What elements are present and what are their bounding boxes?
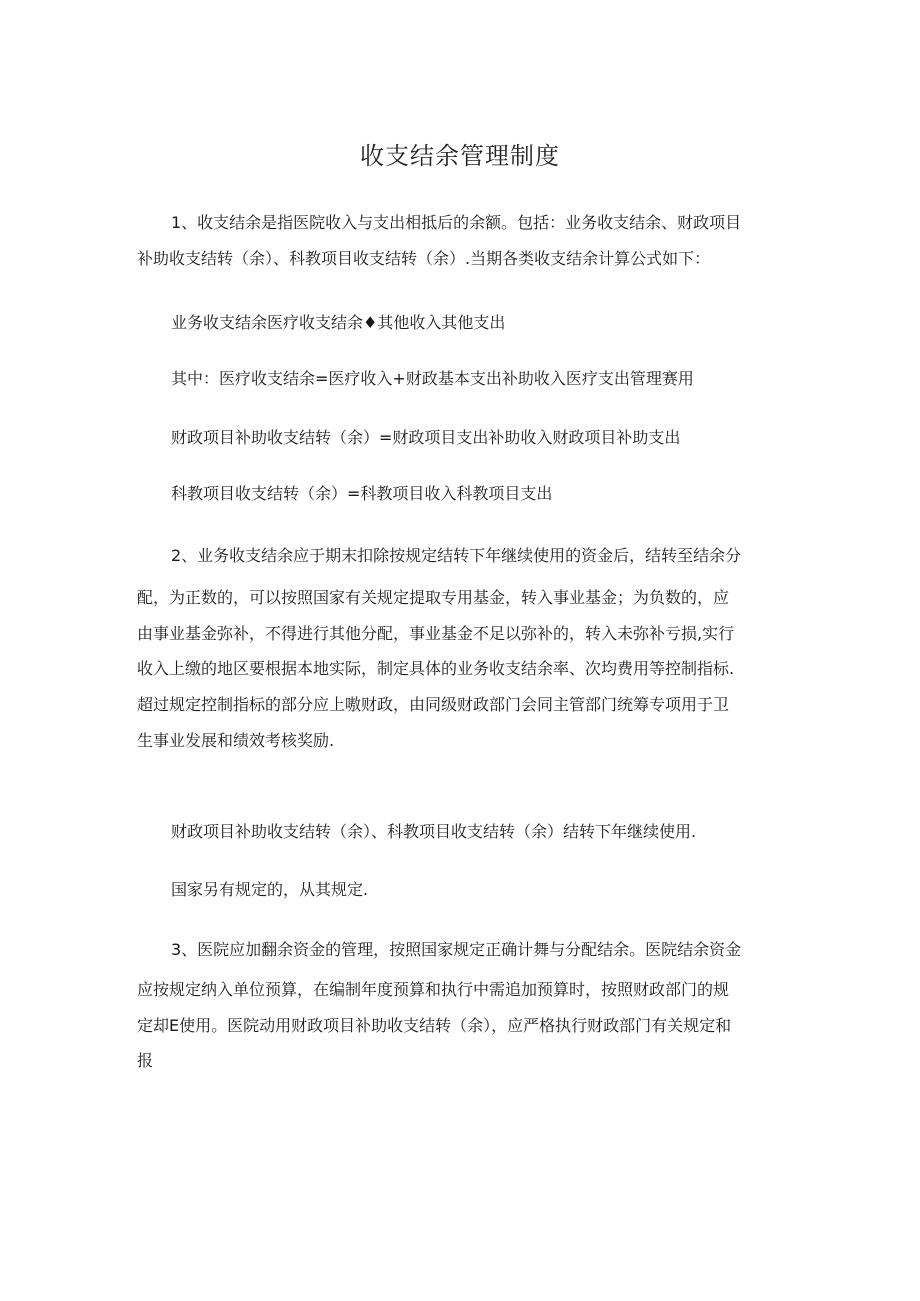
paragraph-line: 配，为正数的，可以按照国家有关规定提取专用基金，转入事业基金；为负数的，应 <box>137 588 730 607</box>
paragraph-line: 3、医院应加翻余资金的管理，按照国家规定正确计舞与分配结余。医院结余资金 <box>171 940 742 959</box>
paragraph-line: 业务收支结余医疗收支结余♦其他收入其他支出 <box>171 313 506 332</box>
paragraph-line: 由事业基金弥补，不得进行其他分配，事业基金不足以弥补的，转入未弥补亏损,实行 <box>137 623 735 643</box>
paragraph-3 <box>171 932 821 968</box>
paragraph-line: 财政项目补助收支结转（余）、科教项目收支结转（余）结转下年继续使用. <box>171 822 697 841</box>
paragraph-line: 定却E使用。医院动用财政项目补助收支结转（余），应严格执行财政部门有关规定和 <box>137 1015 732 1035</box>
paragraph-line: 其中：医疗收支结余=医疗收入+财政基本支出补助收入医疗支出管理赛用 <box>171 369 694 388</box>
formula-medical-balance <box>171 361 821 397</box>
paragraph-national-rule <box>171 872 821 908</box>
paragraph-carryover <box>171 814 821 850</box>
paragraph-line: 补助收支结转（余）、科教项目收支结转（余）.当期各类收支结余计算公式如下： <box>137 249 711 268</box>
paragraph-1-continued <box>137 241 787 277</box>
paragraph-line: 财政项目补助收支结转（余）=财政项目支出补助收入财政项目补助支出 <box>171 428 681 447</box>
document-title: 收支结余管理制度 <box>360 142 560 170</box>
paragraph-line: 1、收支结余是指医院收入与支出相抵后的余额。包括：业务收支结余、财政项目 <box>171 213 742 232</box>
paragraph-3-continued <box>137 972 787 1079</box>
formula-fiscal-project <box>171 420 821 456</box>
formula-research-project <box>171 476 821 512</box>
paragraph-1 <box>171 205 821 241</box>
paragraph-line: 超过规定控制指标的部分应上嗷财政，由同级财政部门会同主管部门统筹专项用于卫 <box>137 695 730 715</box>
paragraph-line: 报 <box>137 1051 154 1071</box>
paragraph-line: 应按规定纳入单位预算，在编制年度预算和执行中需追加预算时，按照财政部门的规 <box>137 980 730 999</box>
formula-business-balance <box>171 305 821 341</box>
paragraph-2-continued <box>137 580 787 759</box>
paragraph-line: 生事业发展和绩效考核奖励. <box>137 730 335 750</box>
paragraph-line: 收入上缴的地区要根据本地实际，制定具体的业务收支结余率、次均费用等控制指标. <box>137 659 735 679</box>
paragraph-line: 2、业务收支结余应于期末扣除按规定结转下年继续使用的资金后，结转至结余分 <box>171 546 742 565</box>
paragraph-2 <box>171 538 821 574</box>
paragraph-line: 科教项目收支结转（余）=科教项目收入科教项目支出 <box>171 484 553 503</box>
paragraph-line: 国家另有规定的，从其规定. <box>171 880 369 899</box>
